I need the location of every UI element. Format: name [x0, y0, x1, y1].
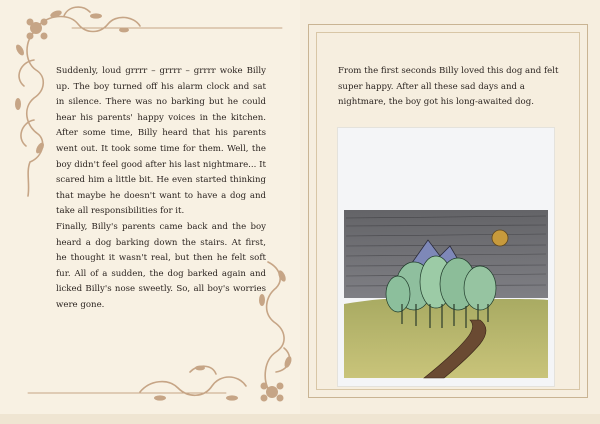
- page-bottom-edge: [0, 414, 600, 424]
- left-page-text: [56, 64, 266, 314]
- moon-icon: [492, 230, 508, 246]
- left-paragraph-2: Finally, Billy's parents came back and the boy heard a dog barking down the stairs. At first, he thought it wasn't real, but then he felt soft fur. All of a sudden, the dog barked again and licked Billy's nose sweetly. So, all boy's worries were gone.: [56, 221, 266, 310]
- right-page-text: From the first seconds Billy loved this dog and felt super happy. After all these sad days and a nightmare, the boy got his long-awaited dog.: [338, 66, 559, 108]
- landscape-drawing-svg: [338, 128, 554, 386]
- landscape-drawing: [338, 128, 554, 386]
- left-paragraph-1: Suddenly, loud grrrr – grrrr – grrrr woke Billy up. The boy turned off his alarm clock and sat in silence. There was no barking but he could hear his parents' happy voices in the kitchen. After some time, Billy heard that his parents went out. It took some time for them. Well, the boy didn't feel good after his last nightmare... It scared him a little bit. He even started thinking that maybe he doesn't want to have a dog and take all responsibilities for it.: [56, 66, 266, 217]
